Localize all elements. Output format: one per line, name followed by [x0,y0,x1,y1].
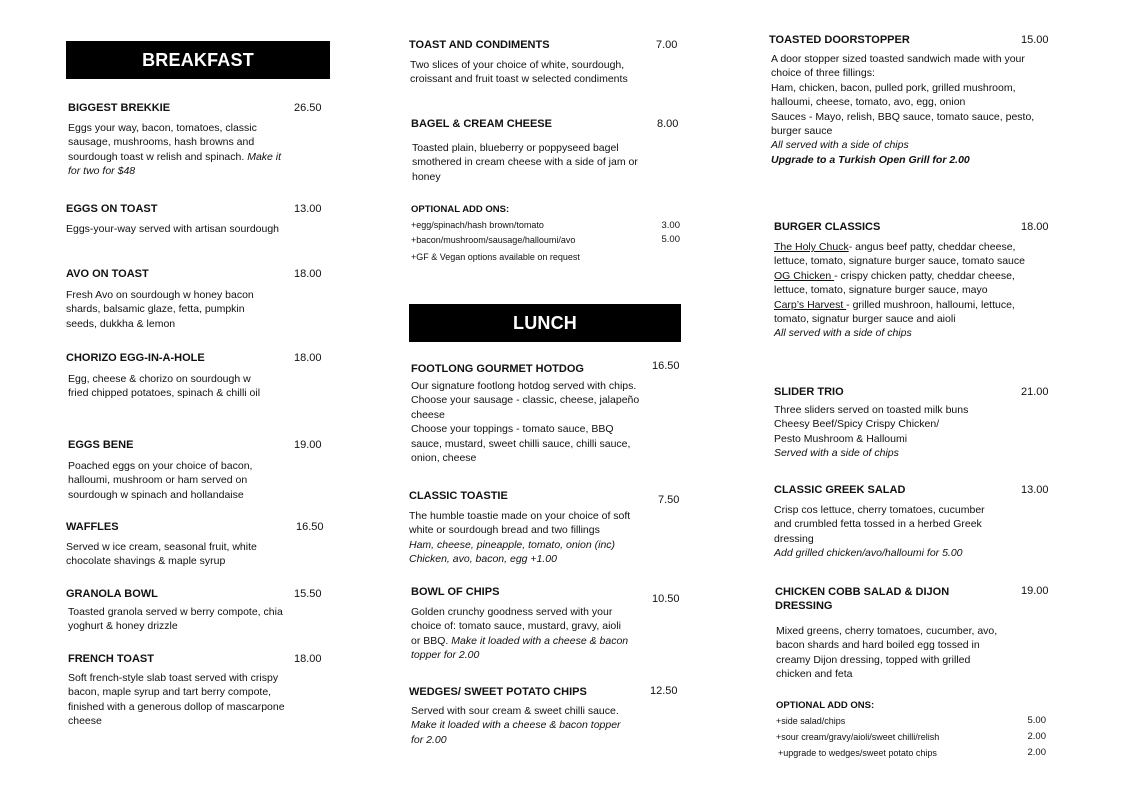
add-on-price: 3.00 [661,220,680,231]
item-price: 16.50 [296,521,324,533]
item-description: A door stopper sized toasted sandwich made with your choice of three fillings: Ham, chicken, bacon, pulled pork, grilled mushroom, halloumi, cheese, tomato, avo, egg, onion Sauces - Mayo, relish, BBQ sauce, tomato sauce, pesto, burger sauce All served with a side of chips Upgrade to a Turkish Open Grill for 2.00 [771,53,1035,166]
add-on-line: +egg/spinach/hash brown/tomato [411,220,544,230]
item-name: SLIDER TRIO [774,386,844,398]
item-description: Toasted plain, blueberry or poppyseed bagel smothered in cream cheese with a side of jam or honey [412,142,638,183]
item-description: Eggs your way, bacon, tomatoes, classic sausage, mushrooms, hash browns and sourdough toast w relish and spinach. Make it for two for $48 [68,122,282,178]
item-name: AVO ON TOAST [66,268,149,280]
item-name: BAGEL & CREAM CHEESE [411,118,552,130]
item-description: Golden crunchy goodness served with your choice of: tomato sauce, mustard, gravy, aioli or BBQ. Make it loaded with a cheese & bacon topper for 2.00 [411,606,629,662]
add-ons-title: OPTIONAL ADD ONS: [776,700,875,711]
item-name: EGGS ON TOAST [66,203,158,215]
add-on-price: 5.00 [661,234,680,245]
item-description: Soft french-style slab toast served with crispy bacon, maple syrup and tart berry compote, finished with a generous dollop of mascarpone cheese [68,672,285,728]
item-description: Fresh Avo on sourdough w honey bacon shards, balsamic glaze, fetta, pumpkin seeds, dukkha & lemon [66,289,254,330]
lunch-title: LUNCH [513,312,577,333]
add-on-price: 5.00 [1027,715,1046,726]
item-price: 12.50 [650,685,678,697]
item-price: 18.00 [294,268,322,280]
item-price: 16.50 [652,360,680,372]
item-description: Eggs-your-way served with artisan sourdough [66,223,280,235]
burger-name-holy-chuck: The Holy Chuck [774,241,849,253]
add-on-line: +upgrade to wedges/sweet potato chips [778,748,937,758]
lunch-banner [409,304,681,342]
item-description: The Holy Chuck- angus beef patty, cheddar cheese, lettuce, tomato, signature burger sauce, tomato sauce OG Chicken - crispy chicken patty, cheddar cheese, lettuce, tomato, signature burger sauce, mayo Carp’s Harvest - grilled mushroon, halloumi, lettuce, tomato, signatur burger sauce and aioli All served with a side of chips [774,241,1025,340]
add-on-line: +GF & Vegan options available on request [411,252,580,262]
item-price: 13.00 [1021,484,1049,496]
item-price: 18.00 [294,653,322,665]
item-price: 15.00 [1021,34,1049,46]
add-on-price: 2.00 [1027,747,1046,758]
add-on-line: +bacon/mushroom/sausage/halloumi/avo [411,235,576,245]
item-name: BOWL OF CHIPS [411,586,500,598]
burger-name-og-chicken: OG Chicken [774,269,835,282]
item-name: TOAST AND CONDIMENTS [409,39,550,51]
item-description: Egg, cheese & chorizo on sourdough w fried chipped potatoes, spinach & chilli oil [68,373,261,400]
item-price: 8.00 [657,118,679,130]
item-description: Poached eggs on your choice of bacon, halloumi, mushroom or ham served on sourdough w spinach and hollandaise [68,460,253,501]
item-price: 21.00 [1021,386,1049,398]
item-description: Toasted granola served w berry compote, chia yoghurt & honey drizzle [68,606,283,633]
item-description: Our signature footlong hotdog served with chips. Choose your sausage - classic, cheese, jalapeño cheese Choose your toppings - tomato sauce, BBQ sauce, mustard, sweet chilli sauce, chilli sauce, onion, cheese [411,380,640,465]
item-price: 19.00 [294,439,322,451]
item-price: 10.50 [652,593,680,605]
add-on-price: 2.00 [1027,731,1046,742]
add-on-line: +side salad/chips [776,716,846,726]
item-price: 7.00 [656,39,678,51]
item-price: 7.50 [658,494,680,506]
item-name: BIGGEST BREKKIE [68,102,171,114]
burger-name-carps-harvest: Carp’s Harvest [774,298,847,311]
item-description: Served with sour cream & sweet chilli sauce. Make it loaded with a cheese & bacon topper for 2.00 [411,705,621,746]
item-description: Mixed greens, cherry tomatoes, cucumber, avo, bacon shards and hard boiled egg tossed in creamy Dijon dressing, topped with grilled chicken and feta [776,625,998,681]
item-description: The humble toastie made on your choice of soft white or sourdough bread and two fillings Ham, cheese, pineapple, tomato, onion (inc) Chicken, avo, bacon, egg +1.00 [409,510,631,566]
item-price: 13.00 [294,203,322,215]
item-name: WAFFLES [66,521,119,533]
item-name: GRANOLA BOWL [66,588,158,600]
breakfast-title: BREAKFAST [142,49,254,70]
item-name: CHORIZO EGG-IN-A-HOLE [66,352,205,364]
item-name: CLASSIC GREEK SALAD [774,484,906,496]
item-name: TOASTED DOORSTOPPER [769,34,910,46]
item-description: Served w ice cream, seasonal fruit, white chocolate shavings & maple syrup [66,541,257,568]
item-price: 18.00 [294,352,322,364]
item-price: 26.50 [294,102,322,114]
add-on-line: +sour cream/gravy/aioli/sweet chilli/relish [776,732,940,742]
item-name: WEDGES/ SWEET POTATO CHIPS [409,686,587,698]
item-description: Crisp cos lettuce, cherry tomatoes, cucumber and crumbled fetta tossed in a herbed Greek dressing Add grilled chicken/avo/halloumi for 5.00 [774,504,985,560]
item-price: 19.00 [1021,585,1049,597]
item-name: FRENCH TOAST [68,653,154,665]
item-price: 15.50 [294,588,322,600]
add-ons-title: OPTIONAL ADD ONS: [411,204,510,215]
item-name: BURGER CLASSICS [774,221,881,233]
item-name: EGGS BENE [68,439,134,451]
item-name: CLASSIC TOASTIE [409,490,508,502]
item-description: Three sliders served on toasted milk buns Cheesy Beef/Spicy Crispy Chicken/ Pesto Mushroom & Halloumi Served with a side of chips [774,404,969,460]
item-name: CHICKEN COBB SALAD & DIJON DRESSING [775,586,950,612]
item-name: FOOTLONG GOURMET HOTDOG [411,363,584,375]
item-description: Two slices of your choice of white, sourdough, croissant and fruit toast w selected condiments [410,59,628,86]
breakfast-banner [66,41,330,79]
item-price: 18.00 [1021,221,1049,233]
